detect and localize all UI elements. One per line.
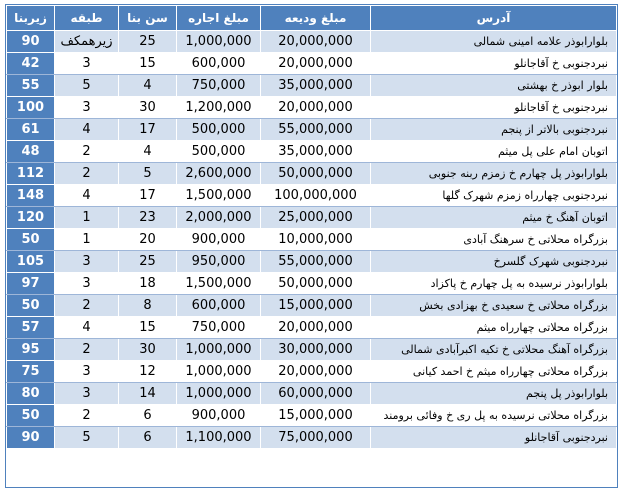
cell-age: 30 [119, 339, 177, 361]
cell-age: 4 [119, 75, 177, 97]
cell-rent: 950,000 [177, 251, 261, 273]
cell-age: 17 [119, 119, 177, 141]
cell-rent: 1,500,000 [177, 185, 261, 207]
cell-area: 42 [7, 53, 55, 75]
header-floor: طبقه [55, 6, 119, 31]
cell-deposit: 20,000,000 [261, 361, 371, 383]
cell-address: بلوارابوذر پل چهارم خ زمزم ربنه جنوبی [371, 163, 617, 185]
table-row [7, 207, 617, 229]
cell-age: 6 [119, 427, 177, 449]
cell-deposit: 75,000,000 [261, 427, 371, 449]
table-body [7, 31, 617, 449]
cell-age: 5 [119, 163, 177, 185]
cell-rent: 1,000,000 [177, 383, 261, 405]
cell-floor: 4 [55, 119, 119, 141]
cell-deposit: 20,000,000 [261, 31, 371, 53]
table-row [7, 317, 617, 339]
cell-address: بلوار ابوذر خ بهشتی [371, 75, 617, 97]
cell-floor: 3 [55, 273, 119, 295]
table-row [7, 339, 617, 361]
cell-area: 48 [7, 141, 55, 163]
cell-address: نبردجنوبی خ آقاجانلو [371, 53, 617, 75]
table-row [7, 405, 617, 427]
cell-rent: 1,000,000 [177, 31, 261, 53]
cell-rent: 750,000 [177, 75, 261, 97]
table-row [7, 97, 617, 119]
cell-area: 80 [7, 383, 55, 405]
cell-deposit: 20,000,000 [261, 97, 371, 119]
cell-area: 61 [7, 119, 55, 141]
cell-age: 4 [119, 141, 177, 163]
cell-deposit: 10,000,000 [261, 229, 371, 251]
cell-area: 148 [7, 185, 55, 207]
header-deposit: مبلغ ودیعه [261, 6, 371, 31]
cell-address: نبردجنوبی شهرک گلسرخ [371, 251, 617, 273]
cell-deposit: 50,000,000 [261, 163, 371, 185]
cell-age: 15 [119, 317, 177, 339]
cell-deposit: 20,000,000 [261, 317, 371, 339]
cell-floor: 2 [55, 405, 119, 427]
cell-rent: 500,000 [177, 141, 261, 163]
cell-age: 12 [119, 361, 177, 383]
cell-area: 75 [7, 361, 55, 383]
header-rent: مبلغ اجاره [177, 6, 261, 31]
cell-floor: 3 [55, 383, 119, 405]
cell-deposit: 15,000,000 [261, 405, 371, 427]
cell-floor: 5 [55, 75, 119, 97]
cell-age: 14 [119, 383, 177, 405]
cell-rent: 600,000 [177, 295, 261, 317]
cell-deposit: 50,000,000 [261, 273, 371, 295]
table-row [7, 383, 617, 405]
cell-age: 25 [119, 251, 177, 273]
cell-floor: 4 [55, 317, 119, 339]
table-row [7, 251, 617, 273]
cell-address: بزرگراه محلاتی چهارراه میثم [371, 317, 617, 339]
cell-deposit: 55,000,000 [261, 251, 371, 273]
cell-floor: 3 [55, 53, 119, 75]
cell-age: 23 [119, 207, 177, 229]
table-row [7, 273, 617, 295]
cell-rent: 600,000 [177, 53, 261, 75]
cell-floor: 3 [55, 361, 119, 383]
cell-age: 25 [119, 31, 177, 53]
cell-address: نبردجنوبی بالاتر از پنجم [371, 119, 617, 141]
cell-floor: 3 [55, 251, 119, 273]
cell-rent: 500,000 [177, 119, 261, 141]
table-row [7, 427, 617, 449]
table-row [7, 119, 617, 141]
cell-floor: 1 [55, 229, 119, 251]
cell-floor: 2 [55, 141, 119, 163]
table-row [7, 163, 617, 185]
table-row [7, 295, 617, 317]
cell-floor: زیرهمکف [55, 31, 119, 53]
cell-area: 90 [7, 31, 55, 53]
cell-age: 30 [119, 97, 177, 119]
cell-address: اتوبان آهنگ خ میثم [371, 207, 617, 229]
cell-deposit: 30,000,000 [261, 339, 371, 361]
cell-age: 15 [119, 53, 177, 75]
cell-area: 97 [7, 273, 55, 295]
table-row [7, 141, 617, 163]
cell-floor: 3 [55, 97, 119, 119]
cell-deposit: 100,000,000 [261, 185, 371, 207]
table-row [7, 361, 617, 383]
cell-deposit: 15,000,000 [261, 295, 371, 317]
table-row [7, 185, 617, 207]
cell-address: نبردجنوبی چهارراه زمزم شهرک گلها [371, 185, 617, 207]
cell-area: 90 [7, 427, 55, 449]
cell-deposit: 60,000,000 [261, 383, 371, 405]
table-row [7, 75, 617, 97]
cell-address: نبردجنوبی آقاجانلو [371, 427, 617, 449]
cell-deposit: 25,000,000 [261, 207, 371, 229]
cell-age: 18 [119, 273, 177, 295]
cell-age: 20 [119, 229, 177, 251]
cell-rent: 2,600,000 [177, 163, 261, 185]
header-address: آدرس [371, 6, 617, 31]
cell-floor: 5 [55, 427, 119, 449]
cell-address: بلوارابوذر پل پنجم [371, 383, 617, 405]
cell-rent: 1,200,000 [177, 97, 261, 119]
cell-area: 55 [7, 75, 55, 97]
cell-address: بلوارابوذر نرسیده به پل چهارم خ پاکزاد [371, 273, 617, 295]
table-row [7, 53, 617, 75]
cell-area: 105 [7, 251, 55, 273]
cell-area: 95 [7, 339, 55, 361]
cell-floor: 2 [55, 163, 119, 185]
cell-address: بزرگراه محلاتی چهارراه میثم خ احمد کیانی [371, 361, 617, 383]
cell-area: 100 [7, 97, 55, 119]
cell-deposit: 35,000,000 [261, 141, 371, 163]
cell-floor: 4 [55, 185, 119, 207]
cell-age: 8 [119, 295, 177, 317]
cell-rent: 750,000 [177, 317, 261, 339]
cell-floor: 1 [55, 207, 119, 229]
cell-age: 17 [119, 185, 177, 207]
cell-deposit: 20,000,000 [261, 53, 371, 75]
cell-deposit: 55,000,000 [261, 119, 371, 141]
header-age: سن بنا [119, 6, 177, 31]
table-row [7, 229, 617, 251]
cell-address: نبردجنوبی خ آقاجانلو [371, 97, 617, 119]
cell-floor: 2 [55, 339, 119, 361]
cell-rent: 1,500,000 [177, 273, 261, 295]
cell-floor: 2 [55, 295, 119, 317]
header-row [7, 6, 617, 31]
table-row [7, 31, 617, 53]
cell-address: بزرگراه محلاتی خ سعیدی خ بهزادی بخش [371, 295, 617, 317]
cell-rent: 1,100,000 [177, 427, 261, 449]
cell-area: 50 [7, 295, 55, 317]
cell-rent: 2,000,000 [177, 207, 261, 229]
cell-age: 6 [119, 405, 177, 427]
cell-area: 50 [7, 229, 55, 251]
cell-address: بزرگراه محلاتی نرسیده به پل ری خ وفائی برومند [371, 405, 617, 427]
cell-address: بزرگراه محلاتی خ سرهنگ آبادی [371, 229, 617, 251]
cell-area: 57 [7, 317, 55, 339]
cell-rent: 1,000,000 [177, 339, 261, 361]
cell-rent: 1,000,000 [177, 361, 261, 383]
cell-rent: 900,000 [177, 405, 261, 427]
cell-area: 50 [7, 405, 55, 427]
header-area: زیربنا [7, 6, 55, 31]
cell-address: اتوبان امام علی پل میثم [371, 141, 617, 163]
cell-area: 120 [7, 207, 55, 229]
cell-area: 112 [7, 163, 55, 185]
cell-address: بلوارابوذر علامه امینی شمالی [371, 31, 617, 53]
cell-address: بزرگراه آهنگ محلاتی خ تکیه اکبرآبادی شمالی [371, 339, 617, 361]
rental-listings-table [6, 5, 617, 449]
cell-rent: 900,000 [177, 229, 261, 251]
cell-deposit: 35,000,000 [261, 75, 371, 97]
